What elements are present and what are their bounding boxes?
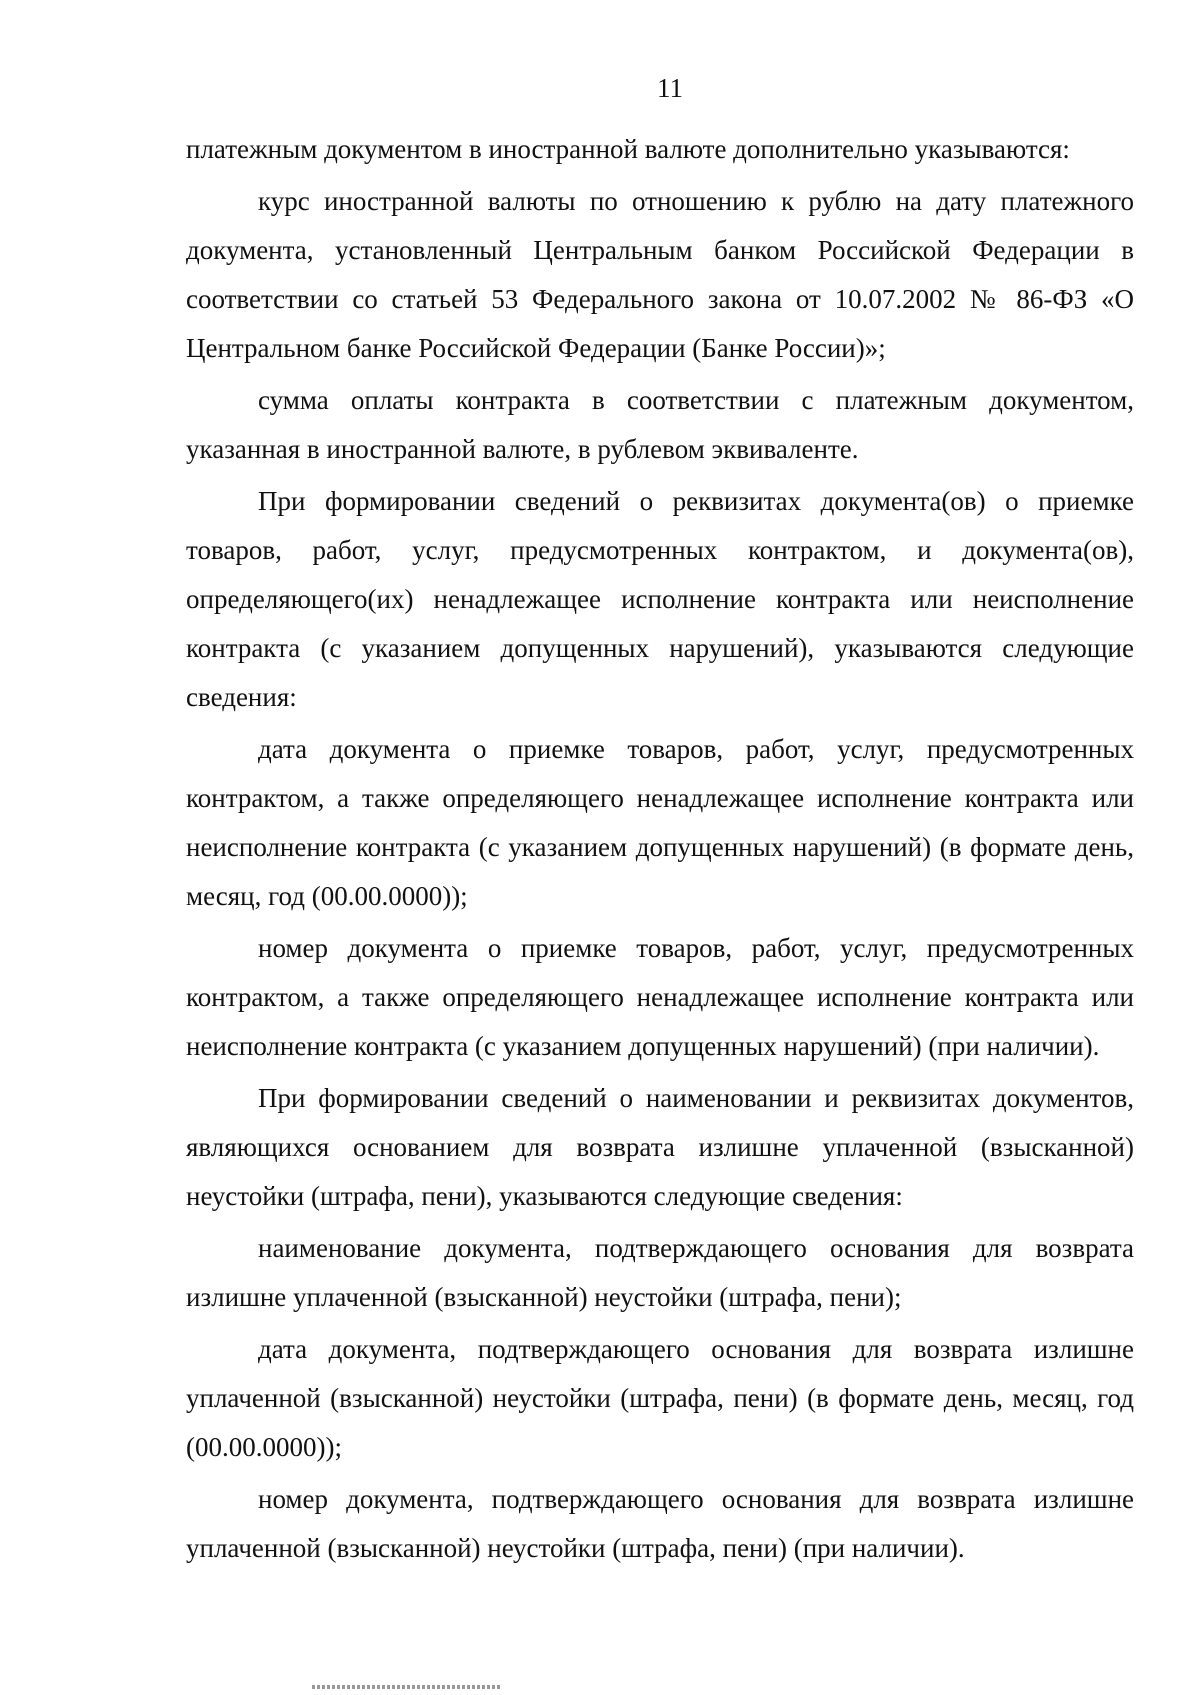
paragraph-1: платежным документом в иностранной валюте дополнительно указываются: [186, 134, 1070, 164]
paragraph-9: дата документа, подтверждающего основания для возврата излишне уплаченной (взысканной) неустойки (штрафа, пени) (в формате день, месяц, год (00.00.0000)); [186, 1334, 1134, 1462]
paragraph-2: курс иностранной валюты по отношению к рублю на дату платежного документа, установленный Центральным банком Российской Федерации в соответствии со статьей 53 Федерального закона от 10.07.2002 № 86-ФЗ «О Центральном банке Российской Федерации (Банке России)»; [186, 186, 1134, 363]
paragraph-8: наименование документа, подтверждающего основания для возврата излишне уплаченной (взысканной) неустойки (штрафа, пени); [186, 1233, 1134, 1312]
paragraph-7: При формировании сведений о наименовании и реквизитах документов, являющихся основанием для возврата излишне уплаченной (взысканной) неустойки (штрафа, пени), указываются следующие сведения: [186, 1083, 1134, 1211]
page-number: 11 [657, 73, 683, 103]
paragraph-3: сумма оплаты контракта в соответствии с платежным документом, указанная в иностранной валюте, в рублевом эквиваленте. [186, 385, 1134, 464]
paragraph-4: При формировании сведений о реквизитах документа(ов) о приемке товаров, работ, услуг, предусмотренных контрактом, и документа(ов), определяющего(их) ненадлежащее исполнение контракта или неисполнение контракта (с указанием допущенных нарушений), указываются следующие сведения: [186, 486, 1134, 712]
paragraph-6: номер документа о приемке товаров, работ, услуг, предусмотренных контрактом, а также определяющего ненадлежащее исполнение контракта или неисполнение контракта (с указанием допущенных нарушений) (при наличии). [186, 933, 1134, 1061]
paragraph-5: дата документа о приемке товаров, работ, услуг, предусмотренных контрактом, а также определяющего ненадлежащее исполнение контракта или неисполнение контракта (с указанием допущенных нарушений) (в формате день, месяц, год (00.00.0000)); [186, 734, 1134, 911]
document-body [186, 125, 1134, 1576]
paragraph-10: номер документа, подтверждающего основания для возврата излишне уплаченной (взысканной) неустойки (штрафа, пени) (при наличии). [186, 1484, 1134, 1563]
scan-artifact [312, 1685, 502, 1689]
